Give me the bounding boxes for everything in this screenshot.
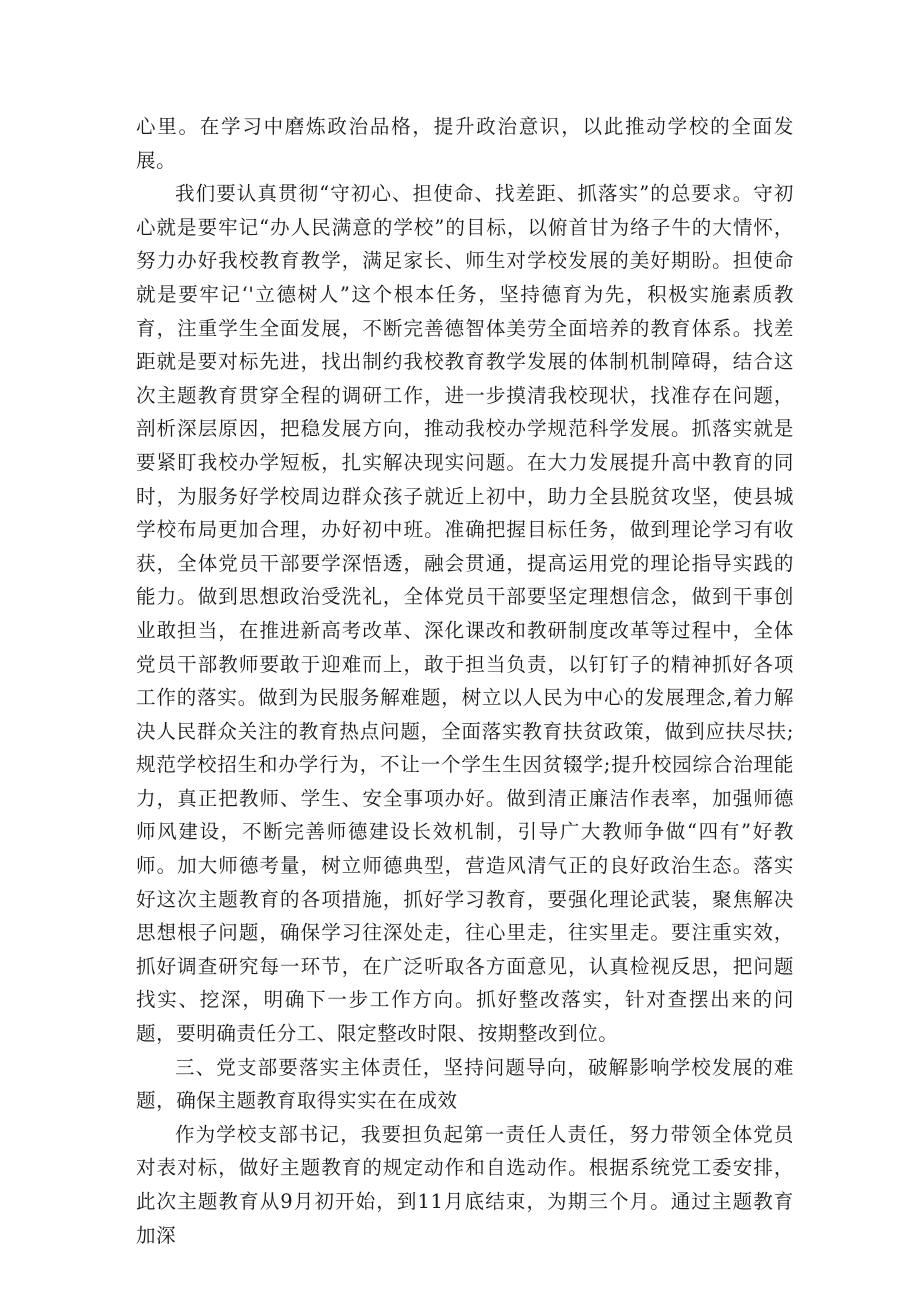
- paragraph-continuation: 心里。在学习中磨炼政治品格，提升政治意识，以此推动学校的全面发展。: [136, 115, 794, 172]
- document-body: [136, 110, 794, 1252]
- paragraph-general-requirements: 我们要认真贯彻“守初心、担使命、找差距、抓落实”的总要求。守初心就是要牢记“办人民满意的学校”的目标，以俯首甘为络子牛的大情怀，努力办好我校教育教学，满足家长、师生对学校发展的美好期盼。担使命就是要牢记‘'立德树人”这个根本任务，坚持德育为先，积极实施素质教育，注重学生全面发展，不断完善德智体美劳全面培养的教育体系。找差距就是要对标先进，找出制约我校教育教学发展的体制机制障碍，结合这次主题教育贯穿全程的调研工作，进一步摸清我校现状，找准存在问题，剖析深层原因，把稳发展方向，推动我校办学规范科学发展。抓落实就是要紧盯我校办学短板，扎实解决现实问题。在大力发展提升高中教育的同时，为服务好学校周边群众孩子就近上初中，助力全县脱贫攻坚，使县城学校布局更加合理，办好初中班。准确把握目标任务，做到理论学习有收获，全体党员干部要学深悟透，融会贯通，提高运用党的理论指导实践的能力。做到思想政治受洗礼，全体党员干部要坚定理想信念，做到干事创业敢担当，在推进新高考改革、深化课改和教研制度改革等过程中，全体党员干部教师要敢于迎难而上，敢于担当负责，以钉钉子的精神抓好各项工作的落实。做到为民服务解难题，树立以人民为中心的发展理念,着力解决人民群众关注的教育热点问题，全面落实教育扶贫政策，做到应扶尽扶;规范学校招生和办学行为，不让一个学生生因贫辍学;提升校园综合治理能力，真正把教师、学生、安全事项办好。做到清正廉洁作表率，加强师德师风建设，不断完善师德建设长效机制，引导广大教师争做“四有”好教师。加大师德考量，树立师德典型，营造风清气正的良好政治生态。落实好这次主题教育的各项措施，抓好学习教育，要强化理论武装，聚焦解决思想根子问题，确保学习往深处走，往心里走，往实里走。要注重实效，抓好调查研究每一环节，在广泛听取各方面意见，认真检视反思，把问题找实、挖深，明确下一步工作方向。抓好整改落实，针对查摆出来的问题，要明确责任分工、限定整改时限、按期整改到位。: [136, 182, 794, 1046]
- section-heading-three: 三、党支部要落实主体责任，坚持问题导向，破解影响学校发展的难题，确保主题教育取得实实在在成效: [136, 1055, 794, 1113]
- paragraph-branch-secretary: 作为学校支部书记，我要担负起第一责任人责任，努力带领全体党员对表对标，做好主题教育的规定动作和自选动作。根据系统党工委安排，此次主题教育从9月初开始，到11月底结束，为期三个月。通过主题教育加深: [136, 1122, 794, 1247]
